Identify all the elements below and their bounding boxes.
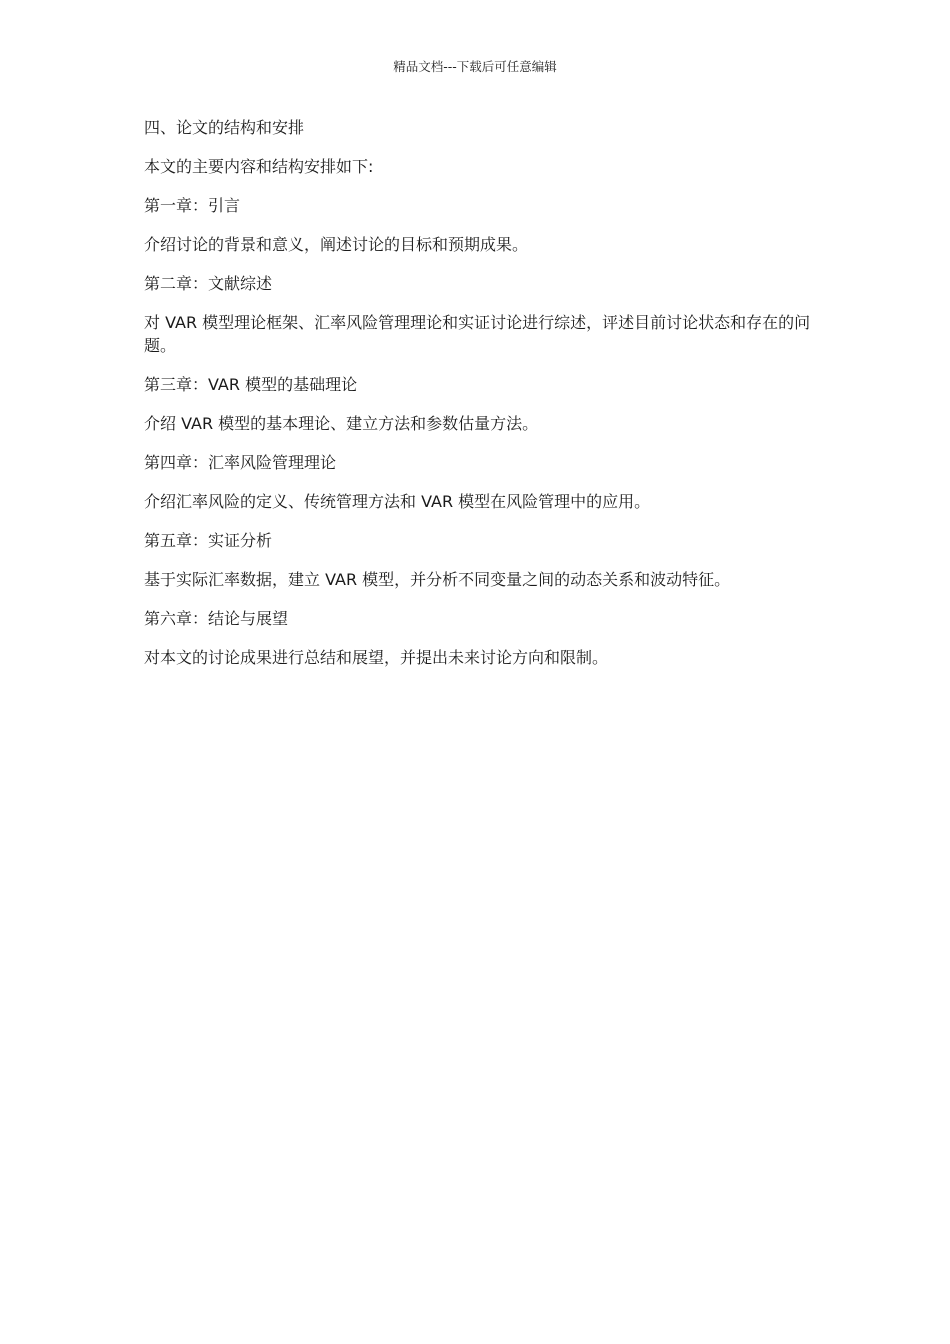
chapter-1-title: 第一章：引言	[144, 196, 241, 215]
page-header: 精品文档---下载后可任意编辑	[393, 59, 557, 74]
chapter-6-title: 第六章：结论与展望	[144, 609, 289, 628]
chapter-4-title: 第四章：汇率风险管理理论	[144, 453, 337, 472]
chapter-2-description: 对 VAR 模型理论框架、汇率风险管理理论和实证讨论进行综述，评述目前讨论状态和存在的问题。	[144, 313, 811, 355]
chapter-3-title: 第三章：VAR 模型的基础理论	[144, 375, 358, 394]
chapter-5-title: 第五章：实证分析	[144, 531, 273, 550]
document-body	[144, 116, 812, 685]
section-heading: 四、论文的结构和安排	[144, 118, 305, 137]
chapter-5-description: 基于实际汇率数据，建立 VAR 模型，并分析不同变量之间的动态关系和波动特征。	[144, 570, 731, 589]
chapter-4-description: 介绍汇率风险的定义、传统管理方法和 VAR 模型在风险管理中的应用。	[144, 492, 651, 511]
chapter-3-description: 介绍 VAR 模型的基本理论、建立方法和参数估量方法。	[144, 414, 539, 433]
chapter-1-description: 介绍讨论的背景和意义，阐述讨论的目标和预期成果。	[144, 235, 529, 254]
chapter-6-description: 对本文的讨论成果进行总结和展望，并提出未来讨论方向和限制。	[144, 648, 609, 667]
intro-paragraph: 本文的主要内容和结构安排如下:	[144, 157, 374, 176]
chapter-2-title: 第二章：文献综述	[144, 274, 273, 293]
